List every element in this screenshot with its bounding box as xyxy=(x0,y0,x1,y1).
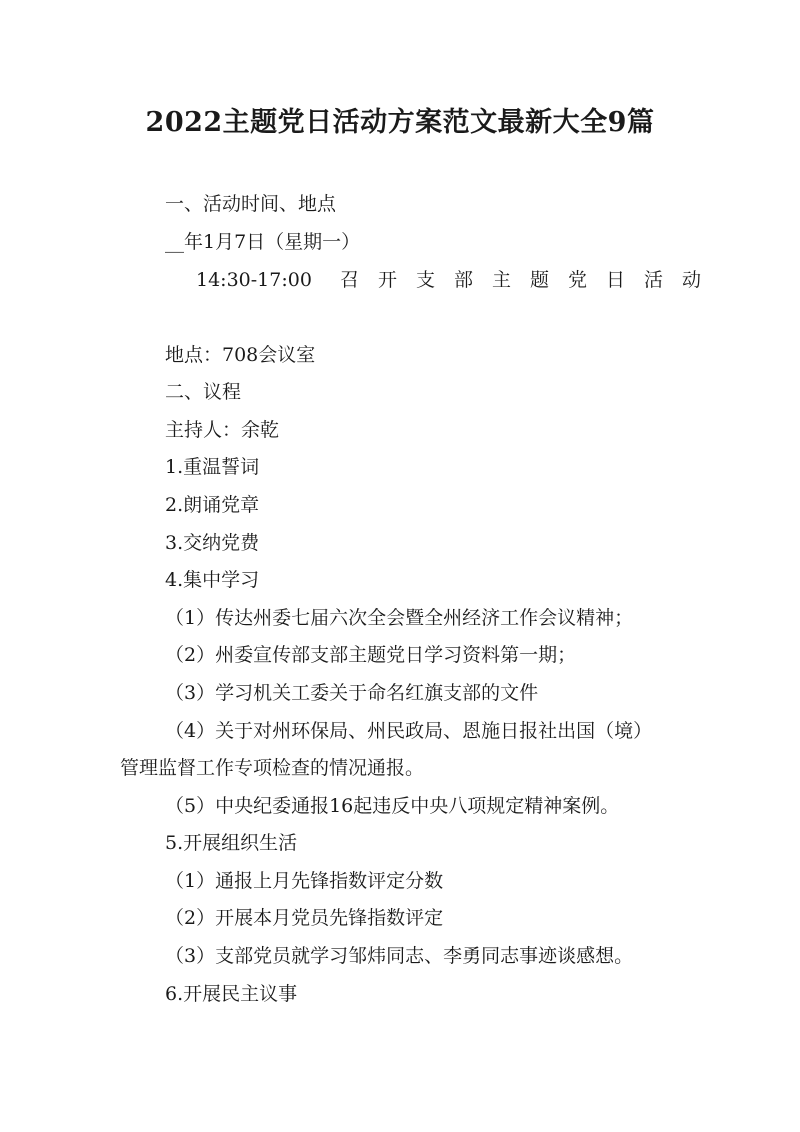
agenda-subitem: （2）州委宣传部支部主题党日学习资料第一期； xyxy=(165,644,577,666)
section-heading-time-place: 一、活动时间、地点 xyxy=(165,193,337,215)
agenda-subitem: （2）开展本月党员先锋指数评定 xyxy=(165,907,444,929)
agenda-subitem: （4）关于对州环保局、州民政局、恩施日报社出国（境） xyxy=(165,720,653,742)
document-title: 2022主题党日活动方案范文最新大全9篇 xyxy=(145,107,655,138)
time-range: 14:30-17:00 xyxy=(196,269,312,291)
agenda-subitem: （1）传达州委七届六次全会暨全州经济工作会议精神； xyxy=(165,607,634,629)
section-heading-agenda: 二、议程 xyxy=(165,381,242,403)
agenda-item: 2.朗诵党章 xyxy=(165,494,260,516)
agenda-item: 6.开展民主议事 xyxy=(165,983,298,1005)
agenda-subitem-continuation: 管理监督工作专项检查的情况通报。 xyxy=(120,757,425,779)
agenda-item: 4.集中学习 xyxy=(165,569,260,591)
agenda-subitem: （3）支部党员就学习邹炜同志、李勇同志事迹谈感想。 xyxy=(165,945,634,967)
agenda-item: 1.重温誓词 xyxy=(165,456,260,478)
time-event: 召开支部主题党日活动 xyxy=(340,269,721,291)
date-line: __年1月7日（星期一） xyxy=(165,231,361,253)
agenda-subitem: （3）学习机关工委关于命名红旗支部的文件 xyxy=(165,682,539,704)
agenda-subitem: （1）通报上月先锋指数评定分数 xyxy=(165,870,444,892)
location-line: 地点：708会议室 xyxy=(165,344,316,366)
agenda-subitem: （5）中央纪委通报16起违反中央八项规定精神案例。 xyxy=(165,795,620,817)
agenda-item: 5.开展组织生活 xyxy=(165,832,298,854)
agenda-item: 3.交纳党费 xyxy=(165,532,260,554)
host-line: 主持人：余乾 xyxy=(165,419,280,441)
